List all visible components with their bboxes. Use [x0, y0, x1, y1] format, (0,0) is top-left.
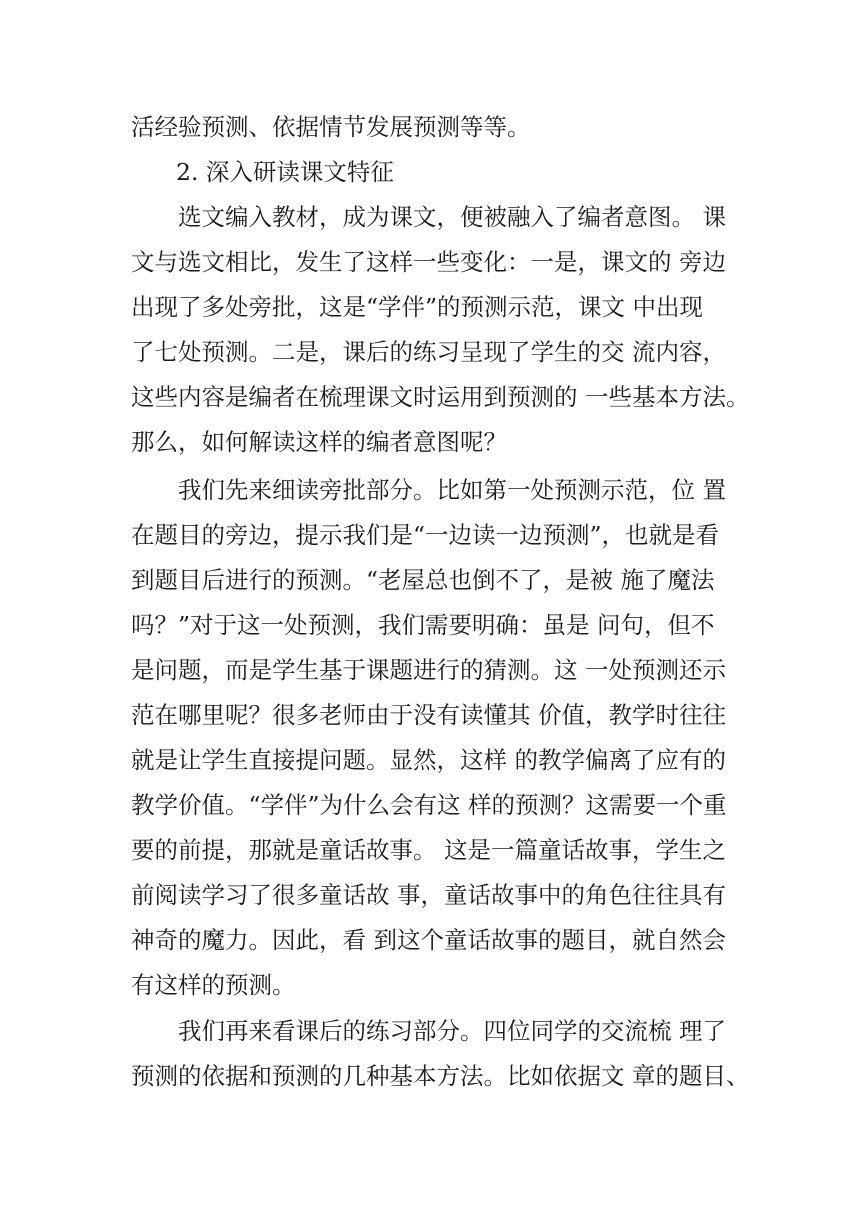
- text-line: 活经验预测、依据情节发展预测等等。: [131, 113, 531, 141]
- paragraph-line: 要的前提，那就是童话故事。 这是一篇童话故事，学生之: [131, 836, 726, 864]
- paragraph-line: 选文编入教材，成为课文，便被融入了编者意图。 课: [178, 203, 726, 231]
- paragraph-line: 我们再来看课后的练习部分。四位同学的交流梳 理了: [178, 1017, 726, 1045]
- paragraph-line: 是问题，而是学生基于课题进行的猜测。这 一处预测还示: [131, 656, 726, 684]
- paragraph-line: 吗？”对于这一处预测，我们需要明确：虽是 问句，但不: [131, 611, 715, 639]
- paragraph-line: 预测的依据和预测的几种基本方法。比如依据文 章的题目、: [131, 1062, 750, 1090]
- paragraph-line: 前阅读学习了很多童话故 事，童话故事中的角色往往具有: [131, 881, 726, 909]
- section-heading: 2. 深入研读课文特征: [176, 158, 394, 186]
- paragraph-line: 就是让学生直接提问题。显然，这样 的教学偏离了应有的: [131, 746, 726, 774]
- paragraph-line: 这些内容是编者在梳理课文时运用到预测的 一些基本方法。: [131, 383, 750, 411]
- paragraph-line: 在题目的旁边，提示我们是“一边读一边预测”，也就是看: [131, 521, 720, 549]
- paragraph-line: 出现了多处旁批，这是“学伴”的预测示范，课文 中出现: [131, 293, 703, 321]
- paragraph-line: 我们先来细读旁批部分。比如第一处预测示范，位 置: [178, 476, 726, 504]
- paragraph-line: 范在哪里呢？很多老师由于没有读懂其 价值，教学时往往: [131, 701, 726, 729]
- paragraph-line: 教学价值。“学伴”为什么会有这 样的预测？这需要一个重: [131, 791, 727, 819]
- paragraph-line: 有这样的预测。: [131, 971, 296, 999]
- paragraph-line: 神奇的魔力。因此，看 到这个童话故事的题目，就自然会: [131, 926, 726, 954]
- paragraph-line: 文与选文相比，发生了这样一些变化：一是，课文的 旁边: [131, 248, 726, 276]
- paragraph-line: 到题目后进行的预测。“老屋总也倒不了，是被 施了魔法: [131, 566, 715, 594]
- paragraph-line: 了七处预测。二是，课后的练习呈现了学生的交 流内容，: [131, 338, 726, 366]
- paragraph-line: 那么，如何解读这样的编者意图呢？: [131, 428, 507, 456]
